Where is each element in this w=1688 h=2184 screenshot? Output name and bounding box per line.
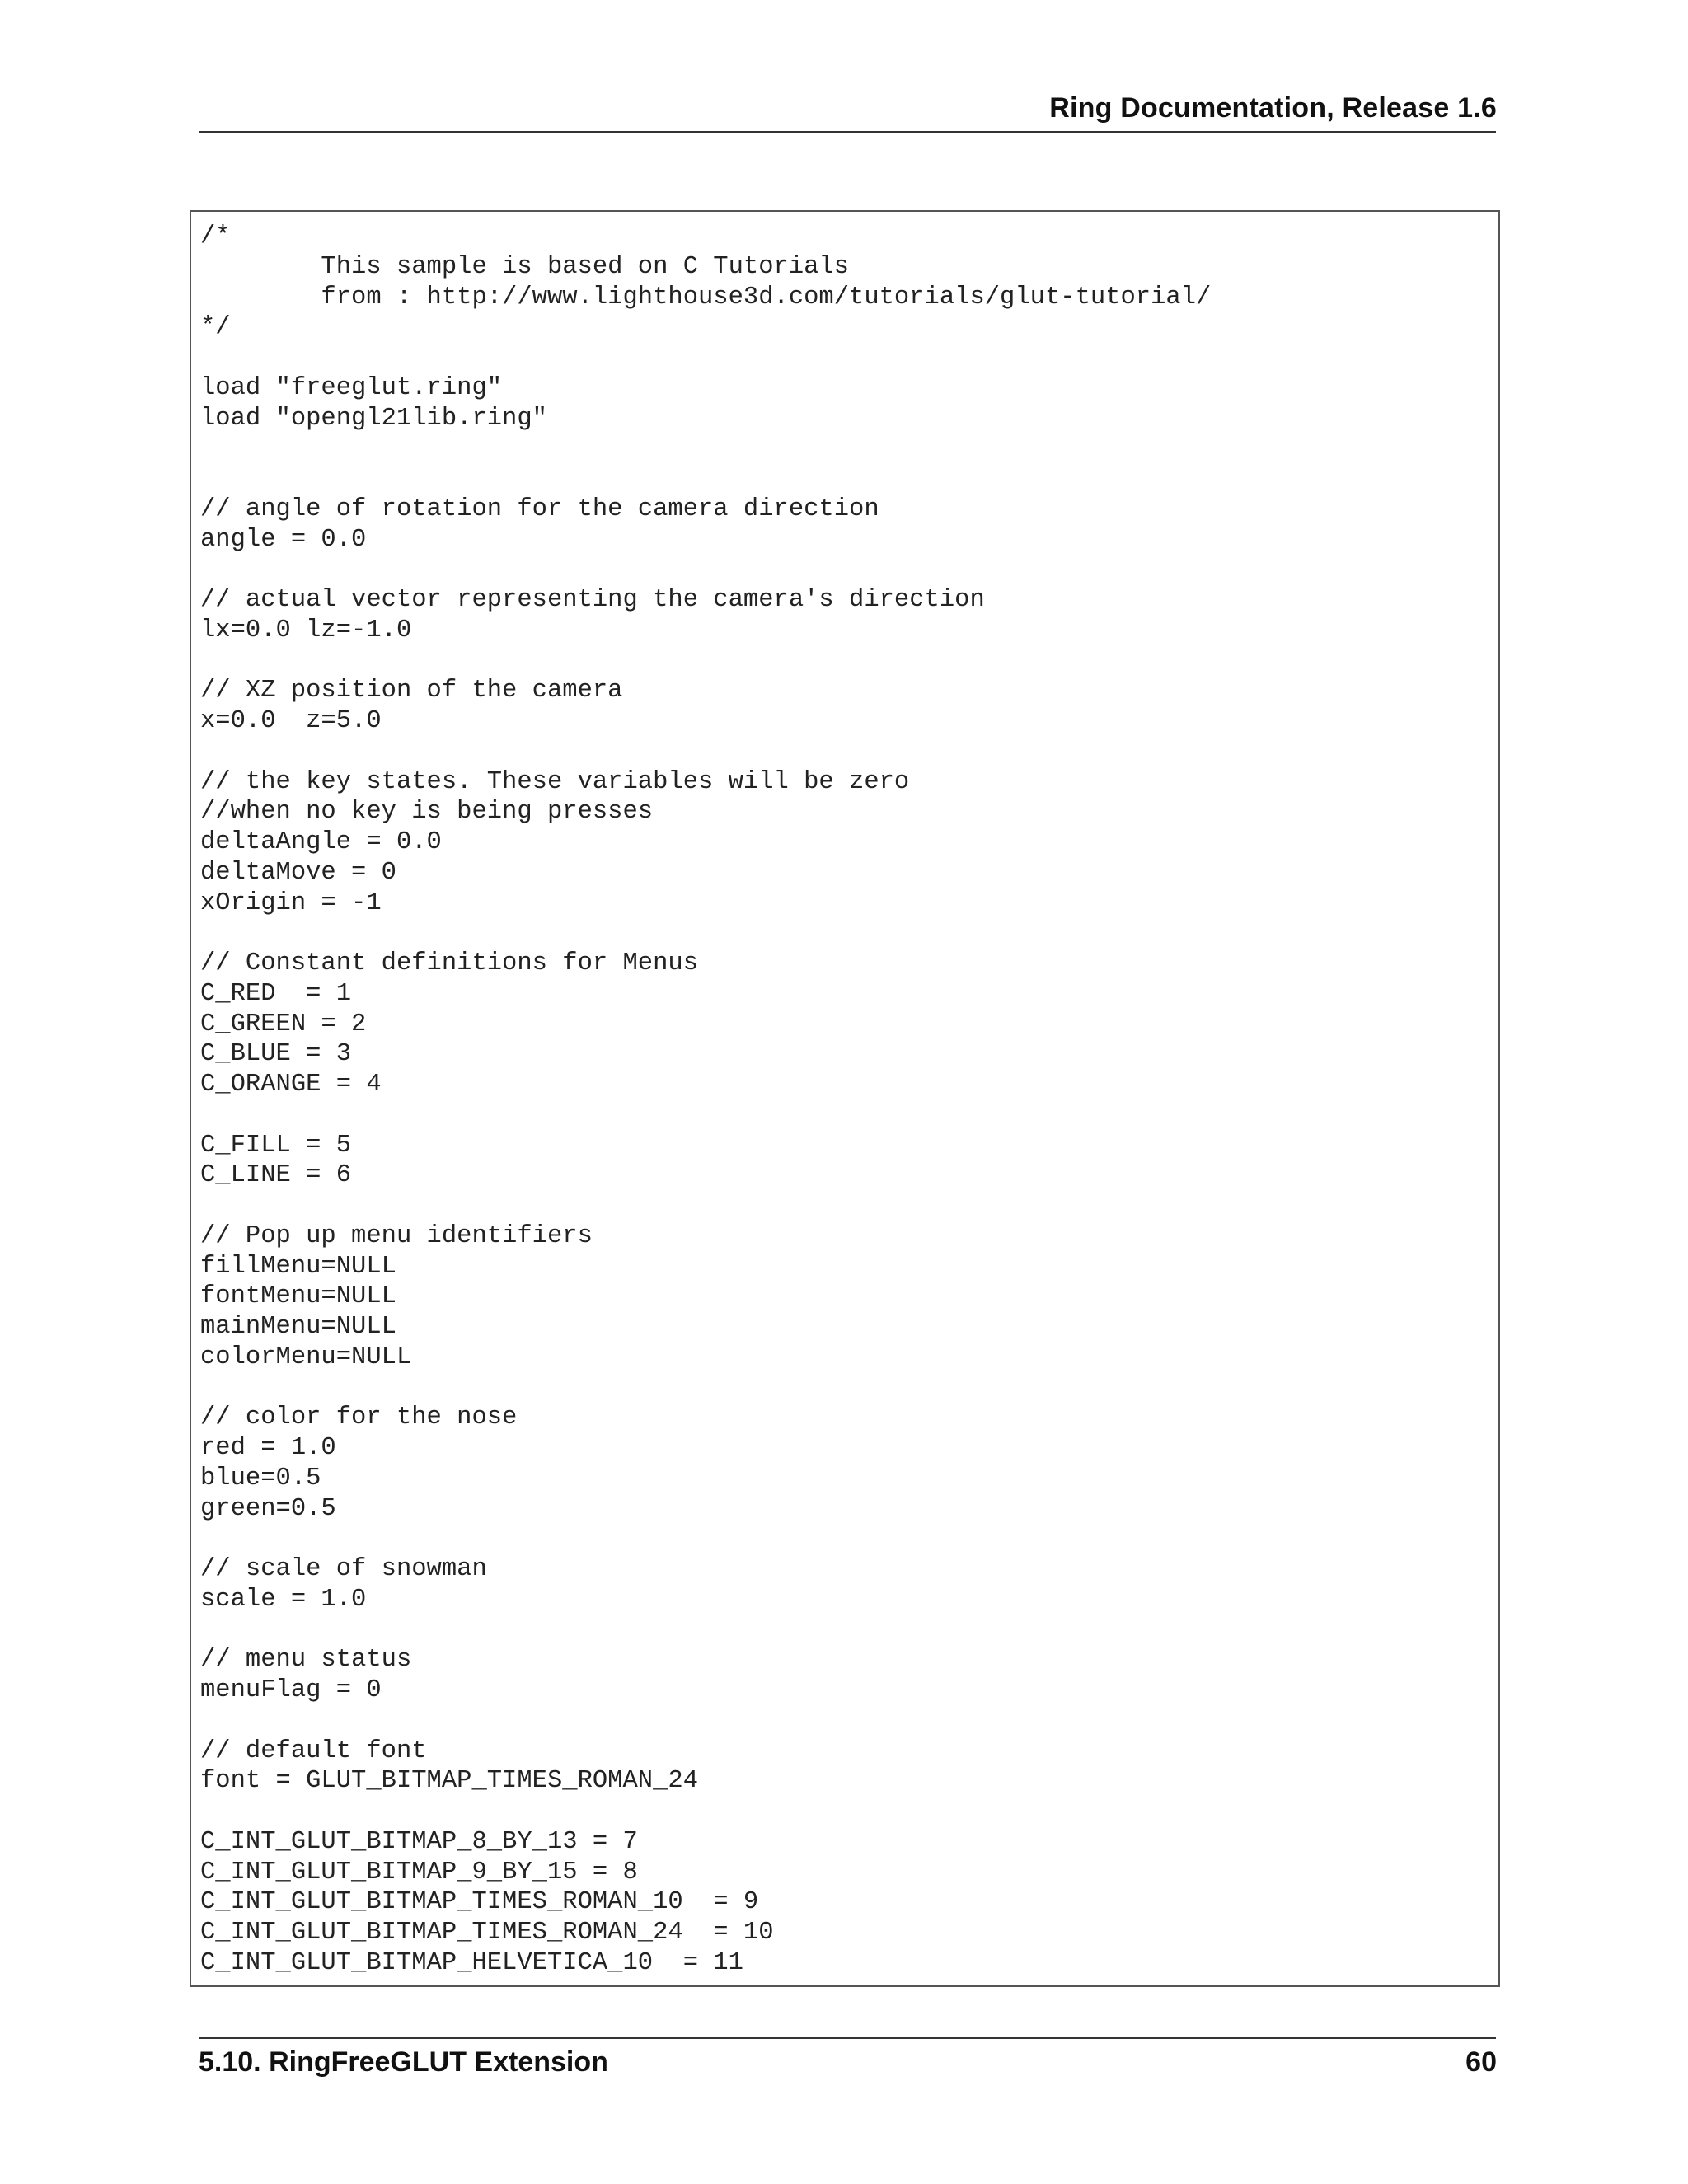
footer-divider xyxy=(199,2037,1496,2039)
running-header-title: Ring Documentation, Release 1.6 xyxy=(1049,92,1497,124)
header-divider xyxy=(199,131,1496,133)
code-listing: /* This sample is based on C Tutorials from : http://www.lighthouse3d.com/tutorials/glut-tutorial/ */ load "freeglut.ring" load "opengl21lib.ring" // angle of rotation for the camera direction angle = 0.0 // actual vector representing the camera's direction lx=0.0 lz=-1.0 // XZ position of the camera x=0.0 z=5.0 // the key states. These variables will be zero //when no key is being presses deltaAngle = 0.0 deltaMove = 0 xOrigin = -1 // Constant definitions for Menus C_RED = 1 C_GREEN = 2 C_BLUE = 3 C_ORANGE = 4 C_FILL = 5 C_LINE = 6 // Pop up menu identifiers fillMenu=NULL fontMenu=NULL mainMenu=NULL colorMenu=NULL // color for the nose red = 1.0 blue=0.5 green=0.5 // scale of snowman scale = 1.0 // menu status menuFlag = 0 // default font font = GLUT_BITMAP_TIMES_ROMAN_24 C_INT_GLUT_BITMAP_8_BY_13 = 7 C_INT_GLUT_BITMAP_9_BY_15 = 8 C_INT_GLUT_BITMAP_TIMES_ROMAN_10 = 9 C_INT_GLUT_BITMAP_TIMES_ROMAN_24 = 10 C_INT_GLUT_BITMAP_HELVETICA_10 = 11 xyxy=(200,223,1212,1977)
page-number: 60 xyxy=(1465,2046,1497,2078)
footer-section-title: 5.10. RingFreeGLUT Extension xyxy=(199,2046,608,2078)
code-block xyxy=(190,210,1500,1987)
